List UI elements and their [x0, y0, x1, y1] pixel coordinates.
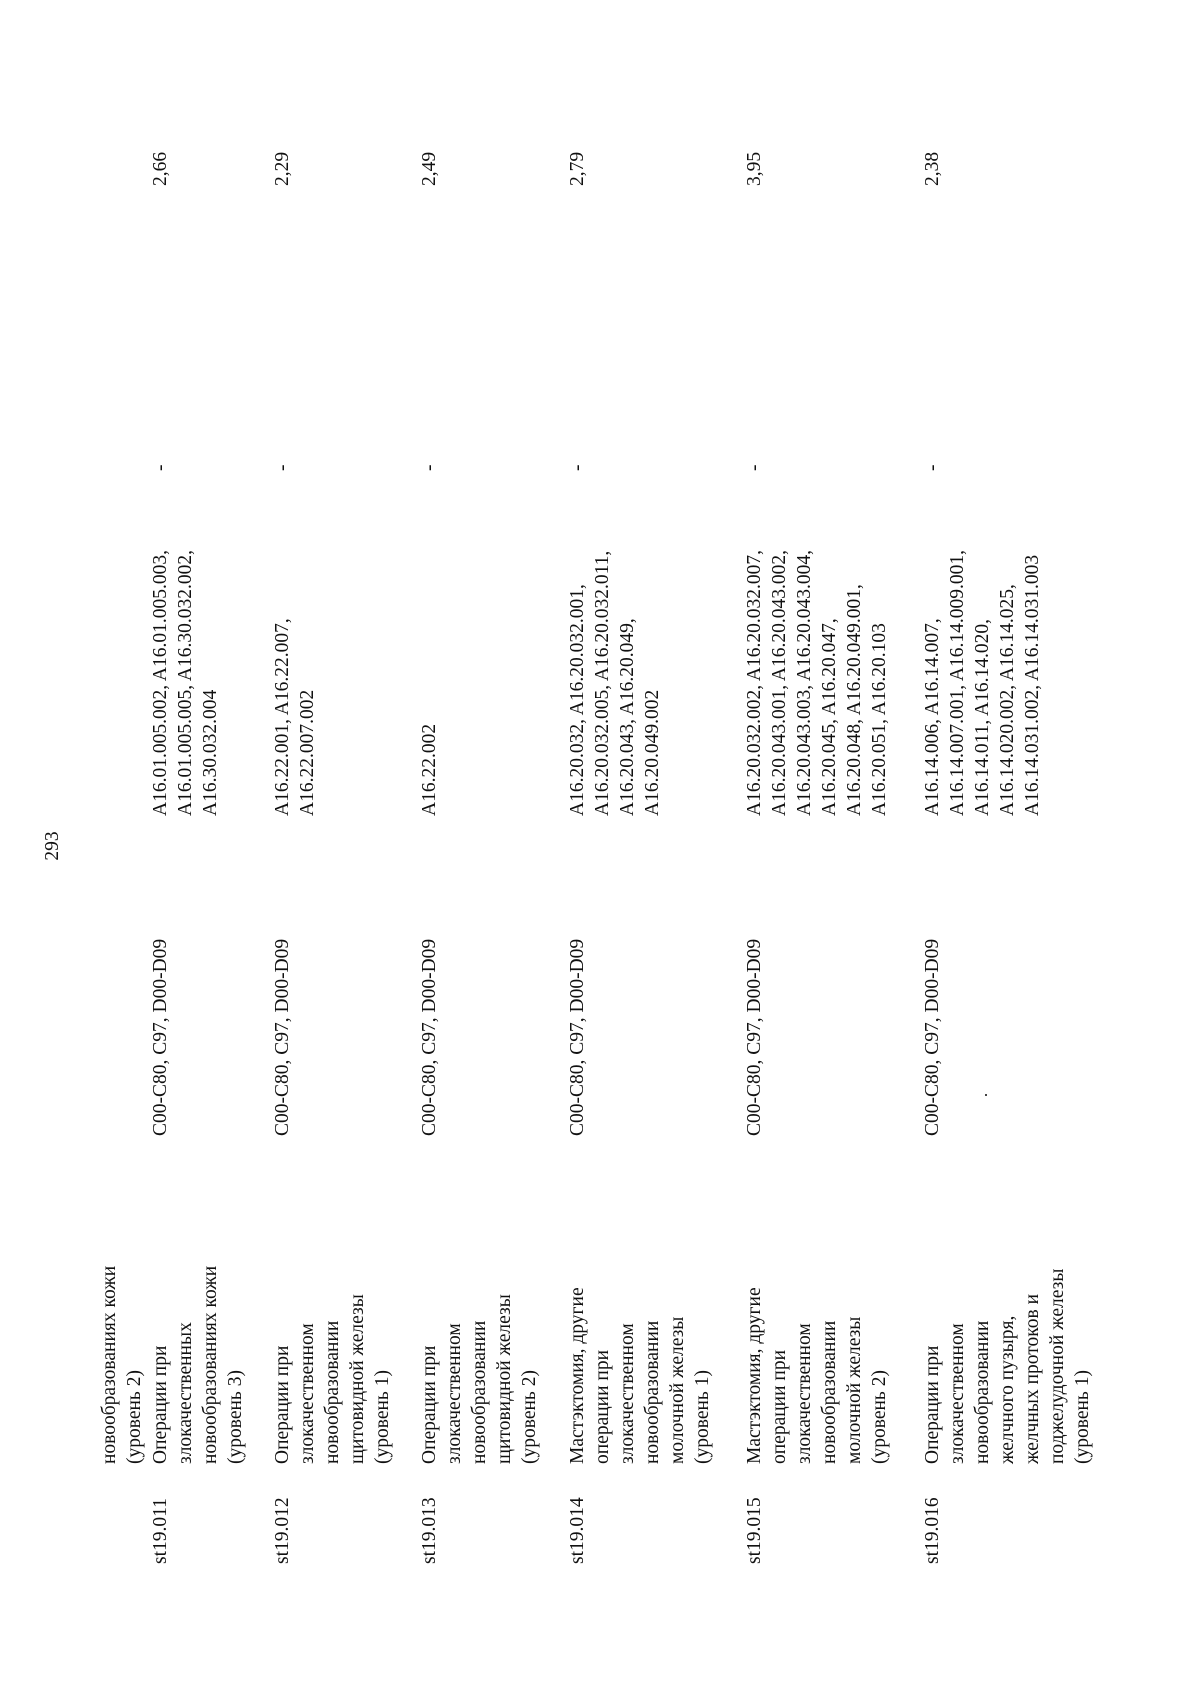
group-name-line: (уровень 3): [225, 1370, 246, 1464]
group-name-line: Операции при: [922, 1345, 943, 1464]
group-name-line: новообразовании: [819, 1320, 840, 1464]
group-name-line: Операции при: [272, 1345, 293, 1464]
service-codes-line: A16.22.001, A16.22.007,: [272, 618, 293, 816]
service-codes-line: A16.20.032.002, A16.20.032.007,: [744, 550, 765, 816]
group-name-line: злокачественном: [297, 1323, 318, 1464]
coefficient: 2,66: [150, 151, 171, 186]
group-name-line: Мастэктомия, другие: [567, 1287, 588, 1464]
group-name-line: молочной железы: [667, 1316, 688, 1464]
group-name-line: злокачественном: [794, 1323, 815, 1464]
coefficient: 2,79: [567, 151, 588, 186]
group-name-line: желчных протоков и: [1022, 1293, 1043, 1464]
group-name: [148, 1154, 248, 1464]
service-codes-line: A16.30.032.004: [200, 689, 221, 816]
group-name-line: (уровень 1): [692, 1370, 713, 1464]
service-codes: [742, 356, 892, 816]
dash-cell: -: [922, 464, 943, 471]
service-codes-line: A16.14.007.001, A16.14.009.001,: [947, 550, 968, 816]
group-name-line: злокачественном: [947, 1323, 968, 1464]
service-codes-line: A16.14.006, A16.14.007,: [922, 618, 943, 816]
service-codes-line: A16.20.032, A16.20.032.001,: [567, 584, 588, 816]
dash-cell: -: [567, 464, 588, 471]
service-codes-line: A16.20.051, A16.20.103: [869, 623, 890, 816]
dash-cell: -: [419, 464, 440, 471]
group-name-line: (уровень 2): [869, 1370, 890, 1464]
group-code: st19.016: [922, 1497, 943, 1564]
service-codes-line: A16.20.045, A16.20.047,: [819, 618, 840, 816]
group-name-line: поджелудочной железы: [1047, 1268, 1068, 1464]
service-codes: [920, 356, 1045, 816]
group-name-line: молочной железы: [844, 1316, 865, 1464]
service-codes-line: A16.20.048, A16.20.049.001,: [844, 584, 865, 816]
coefficient: 3,95: [744, 151, 765, 186]
group-name-line: щитовидной железы: [494, 1294, 515, 1464]
group-name-line: новообразованиях кожи: [200, 1265, 221, 1464]
service-codes-line: A16.22.002: [419, 723, 440, 816]
service-codes-line: A16.20.043, A16.20.049,: [617, 618, 638, 816]
group-name-line: желчного пузыря,: [997, 1315, 1018, 1464]
group-name: [270, 1154, 395, 1464]
coefficient: 2,29: [272, 151, 293, 186]
group-name-line: Мастэктомия, другие: [744, 1287, 765, 1464]
group-name-line: новообразовании: [972, 1320, 993, 1464]
coefficient: 2,49: [419, 151, 440, 186]
group-name-line: щитовидной железы: [347, 1294, 368, 1464]
group-name-line: новообразовании: [322, 1320, 343, 1464]
icd-codes: C00-C80, C97, D00-D09: [150, 938, 171, 1136]
dash-cell: -: [272, 464, 293, 471]
service-codes: [565, 356, 665, 816]
dash-cell: -: [150, 464, 171, 471]
group-name-line: злокачественном: [617, 1323, 638, 1464]
group-name-line: Операции при: [150, 1345, 171, 1464]
service-codes-line: A16.22.007.002: [297, 689, 318, 816]
service-codes-line: A16.14.020.002, A16.14.025,: [997, 584, 1018, 816]
service-codes-line: A16.01.005.002, A16.01.005.003,: [150, 550, 171, 816]
group-name-line: новообразовании: [469, 1320, 490, 1464]
service-codes-line: A16.01.005.005, A16.30.032.002,: [175, 550, 196, 816]
continuation-name-cell: [97, 1164, 147, 1464]
group-name: [565, 1154, 715, 1464]
dash-cell: -: [744, 464, 765, 471]
group-name: [417, 1154, 542, 1464]
group-code: st19.012: [272, 1497, 293, 1564]
group-name-line: (уровень 2): [519, 1370, 540, 1464]
service-codes: [148, 356, 223, 816]
service-codes-line: A16.20.032.005, A16.20.032.011,: [592, 550, 613, 816]
group-code: st19.014: [567, 1497, 588, 1564]
group-name-line: новообразовании: [642, 1320, 663, 1464]
group-name: [742, 1154, 892, 1464]
group-name-line: операции при: [769, 1349, 790, 1464]
service-codes-line: A16.20.043.001, A16.20.043.002,: [769, 550, 790, 816]
group-code: st19.011: [150, 1498, 171, 1564]
coefficient: 2,38: [922, 151, 943, 186]
icd-codes: C00-C80, C97, D00-D09: [419, 938, 440, 1136]
service-codes-line: A16.20.049.002: [642, 689, 663, 816]
icd-codes: C00-C80, C97, D00-D09: [922, 938, 943, 1136]
service-codes-line: A16.20.043.003, A16.20.043.004,: [794, 550, 815, 816]
icd-codes: C00-C80, C97, D00-D09: [567, 938, 588, 1136]
group-name-line: (уровень 1): [372, 1370, 393, 1464]
group-name-line: операции при: [592, 1349, 613, 1464]
service-codes: [417, 356, 442, 816]
page-number: 293: [42, 831, 63, 861]
icd-codes: C00-C80, C97, D00-D09: [272, 938, 293, 1136]
continuation-line: новообразованиях кожи: [99, 1265, 120, 1464]
group-code: st19.015: [744, 1497, 765, 1564]
service-codes-line: A16.14.011, A16.14.020,: [972, 619, 993, 816]
service-codes: [270, 356, 320, 816]
service-codes-line: A16.14.031.002, A16.14.031.003: [1022, 554, 1043, 816]
group-name: [920, 1154, 1095, 1464]
scan-speck: [985, 1094, 987, 1096]
group-code: st19.013: [419, 1497, 440, 1564]
icd-codes: C00-C80, C97, D00-D09: [744, 938, 765, 1136]
group-name-line: злокачественных: [175, 1322, 196, 1464]
continuation-line: (уровень 2): [124, 1370, 145, 1464]
group-name-line: (уровень 1): [1072, 1370, 1093, 1464]
group-name-line: злокачественном: [444, 1323, 465, 1464]
group-name-line: Операции при: [419, 1345, 440, 1464]
